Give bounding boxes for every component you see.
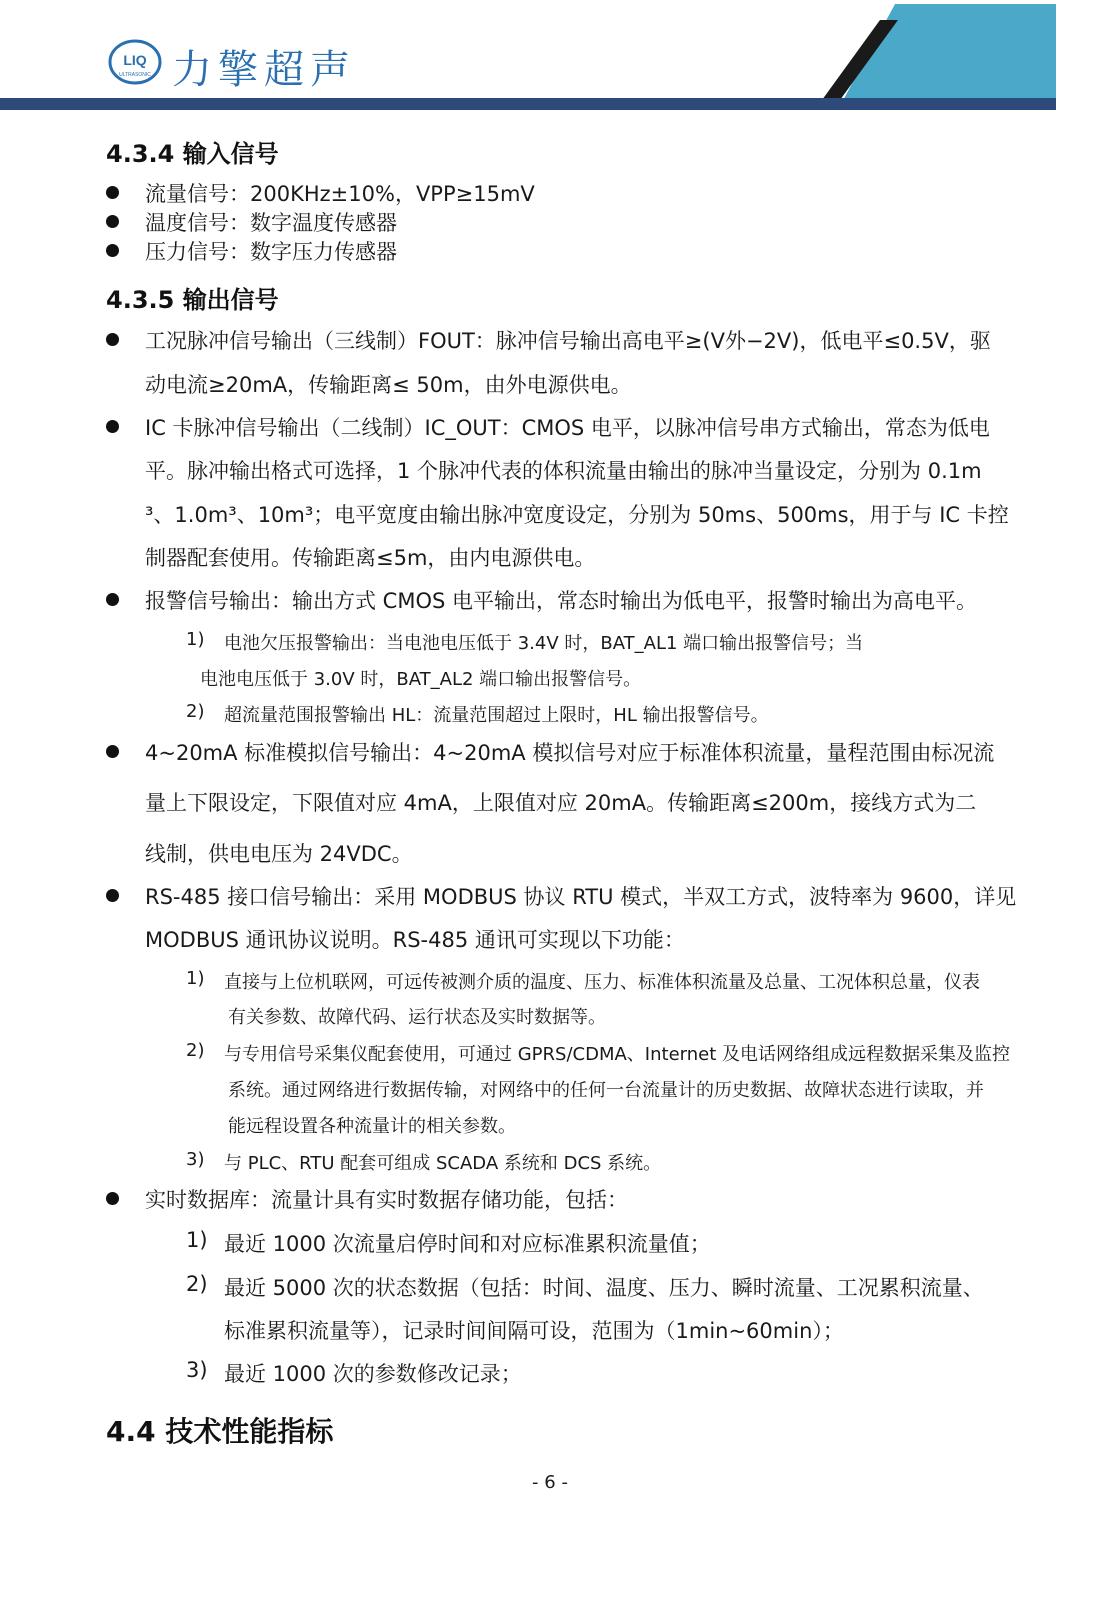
brand-name: 力擎超声: [172, 47, 356, 93]
ic-line-3: ³、1.0m³、10m³；电平宽度由输出脉冲宽度设定，分别为 50ms、500ms，用于与 IC 卡控: [145, 503, 1009, 527]
alarm-sub-2-line-1: 超流量范围报警输出 HL：流量范围超过上限时，HL 输出报警信号。: [224, 705, 769, 726]
fout-line-2: 动电流≥20mA，传输距离≤ 50m，由外电源供电。: [145, 373, 632, 397]
section-heading-4-3-5: 4.3.5 输出信号: [106, 286, 279, 314]
list-number: 3): [186, 1358, 208, 1382]
analog-line-2: 量上下限设定，下限值对应 4mA，上限值对应 20mA。传输距离≤200m，接线方式为二: [145, 791, 977, 815]
alarm-sub-1-line-2: 电池电压低于 3.0V 时，BAT_AL2 端口输出报警信号。: [200, 669, 642, 690]
database-line: 实时数据库：流量计具有实时数据存储功能，包括：: [145, 1188, 628, 1212]
logo-subtext: ULTRASONIC: [119, 72, 151, 78]
list-number: 1): [186, 1228, 208, 1252]
bullet: [106, 333, 119, 346]
bullet: [106, 215, 119, 228]
rs485-sub-2-line-2: 系统。通过网络进行数据传输，对网络中的任何一台流量计的历史数据、故障状态进行读取，并: [228, 1080, 984, 1101]
ic-line-4: 制器配套使用。传输距离≤5m，由内电源供电。: [145, 546, 596, 570]
db-sub-2-line-1: 最近 5000 次的状态数据（包括：时间、温度、压力、瞬时流量、工况累积流量、: [224, 1276, 984, 1300]
rs485-line-2: MODBUS 通讯协议说明。RS-485 通讯可实现以下功能：: [145, 928, 685, 952]
alarm-sub-1-line-1: 电池欠压报警输出：当电池电压低于 3.4V 时，BAT_AL1 端口输出报警信号；当: [224, 633, 864, 654]
input-signal-flow: 流量信号：200KHz±10%，VPP≥15mV: [145, 182, 535, 206]
alarm-line: 报警信号输出：输出方式 CMOS 电平输出，常态时输出为低电平，报警时输出为高电平。: [145, 589, 977, 613]
db-sub-1-line-1: 最近 1000 次流量启停时间和对应标准累积流量值；: [224, 1232, 711, 1256]
company-logo-icon: [108, 38, 162, 86]
ic-line-1: IC 卡脉冲信号输出（二线制）IC_OUT：CMOS 电平，以脉冲信号串方式输出，常态为低电: [145, 416, 990, 440]
bullet: [106, 244, 119, 257]
rs485-sub-2-line-1: 与专用信号采集仪配套使用，可通过 GPRS/CDMA、Internet 及电话网络组成远程数据采集及监控: [224, 1044, 1010, 1065]
rs485-sub-2-line-3: 能远程设置各种流量计的相关参数。: [228, 1116, 516, 1137]
list-number: 1): [186, 968, 205, 989]
rs485-sub-1-line-1: 直接与上位机联网，可远传被测介质的温度、压力、标准体积流量及总量、工况体积总量，仪表: [224, 972, 980, 993]
fout-line-1: 工况脉冲信号输出（三线制）FOUT：脉冲信号输出高电平≥(V外−2V)，低电平≤0.5V，驱: [145, 329, 991, 353]
rs485-line-1: RS-485 接口信号输出：采用 MODBUS 协议 RTU 模式，半双工方式，波特率为 9600，详见: [145, 885, 1017, 909]
list-number: 2): [186, 701, 205, 722]
list-number: 3): [186, 1149, 205, 1170]
analog-line-1: 4~20mA 标准模拟信号输出：4~20mA 模拟信号对应于标准体积流量，量程范围由标况流: [145, 741, 995, 765]
input-signal-pressure: 压力信号：数字压力传感器: [145, 240, 397, 264]
bullet: [106, 745, 119, 758]
page-header: [0, 0, 1100, 118]
bullet: [106, 186, 119, 199]
list-number: 1): [186, 629, 205, 650]
db-sub-3-line-1: 最近 1000 次的参数修改记录；: [224, 1362, 522, 1386]
rs485-sub-1-line-2: 有关参数、故障代码、运行状态及实时数据等。: [228, 1007, 606, 1028]
logo-text: LIQ: [123, 52, 147, 68]
bullet: [106, 593, 119, 606]
bullet: [106, 420, 119, 433]
header-decoration: [0, 0, 1100, 118]
bullet: [106, 889, 119, 902]
section-heading-4-3-4: 4.3.4 输入信号: [106, 140, 279, 168]
section-heading-4-4: 4.4 技术性能指标: [106, 1415, 334, 1448]
rs485-sub-3-line-1: 与 PLC、RTU 配套可组成 SCADA 系统和 DCS 系统。: [224, 1153, 662, 1174]
input-signal-temperature: 温度信号：数字温度传感器: [145, 211, 397, 235]
ic-line-2: 平。脉冲输出格式可选择，1 个脉冲代表的体积流量由输出的脉冲当量设定，分别为 0.1m: [145, 459, 982, 483]
page-number: - 6 -: [532, 1472, 568, 1493]
analog-line-3: 线制，供电电压为 24VDC。: [145, 842, 413, 866]
list-number: 2): [186, 1040, 205, 1061]
bullet: [106, 1192, 119, 1205]
db-sub-2-line-2: 标准累积流量等），记录时间间隔可设，范围为（1min~60min）；: [224, 1319, 844, 1343]
list-number: 2): [186, 1272, 208, 1296]
